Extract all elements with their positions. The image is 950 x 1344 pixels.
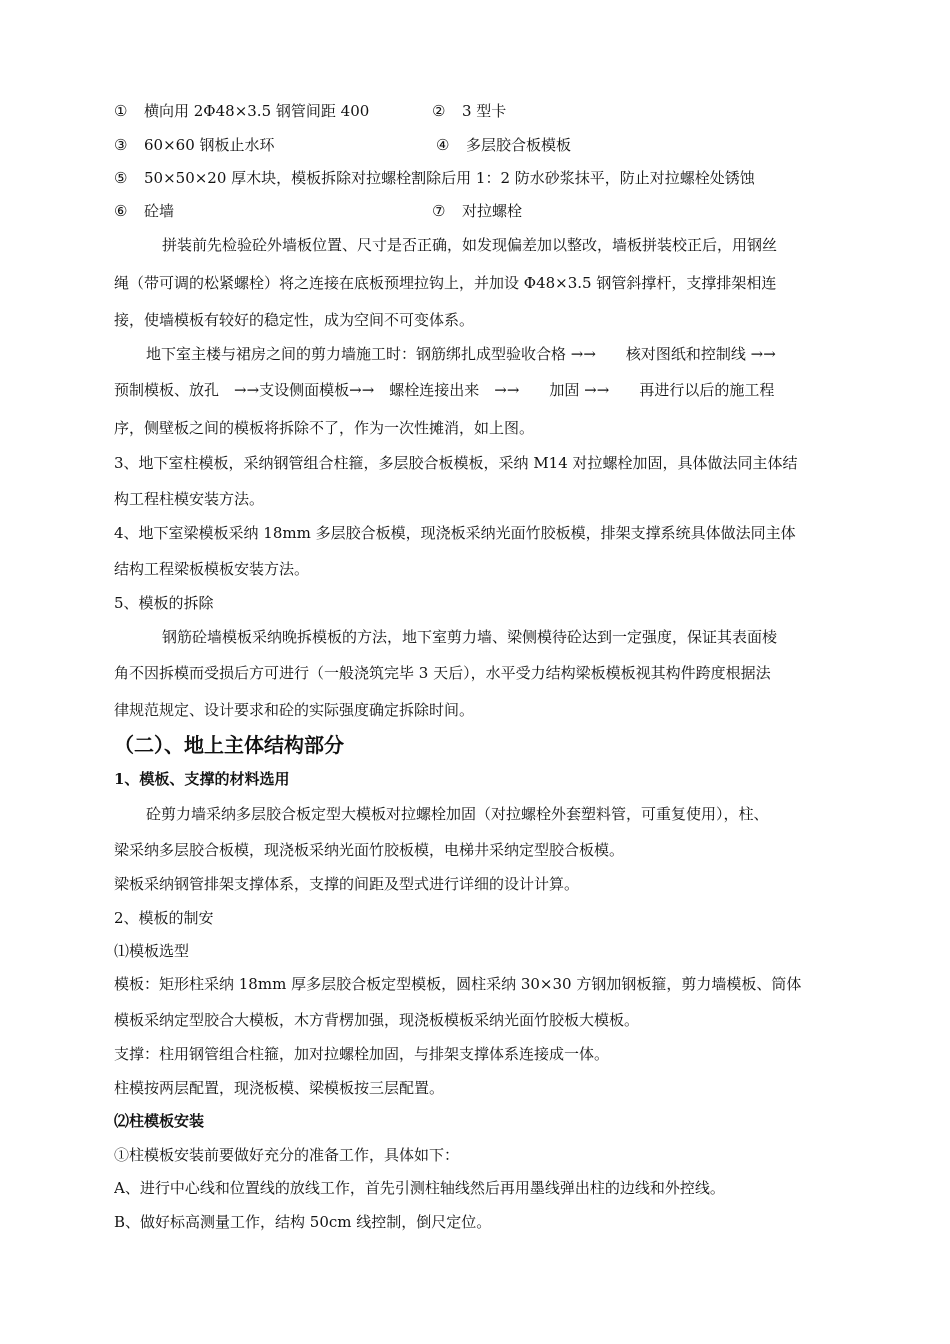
legend-row [114, 200, 864, 222]
legend-text: 对拉螺栓 [462, 202, 523, 220]
legend-text: 多层胶合板模板 [466, 136, 572, 154]
legend-row [114, 167, 864, 189]
legend-number: ① [114, 102, 128, 120]
paragraph-line: 预制模板、放孔 →→支设侧面模板→→ 螺栓连接出来 →→ 加固 →→ 再进行以后的施工程 [114, 381, 775, 399]
paragraph-line: A、进行中心线和位置线的放线工作，首先引测柱轴线然后再用墨线弹出柱的边线和外控线。 [114, 1179, 725, 1197]
paragraph-line: 序，侧壁板之间的模板将拆除不了，作为一次性摊消，如上图。 [114, 419, 535, 437]
legend-text: 50×50×20 厚木块，模板拆除对拉螺栓割除后用 1：2 防水砂浆抹平，防止对拉螺栓处锈蚀 [144, 169, 755, 187]
paragraph-line: 结构工程梁板模板安装方法。 [114, 560, 310, 578]
legend-item [114, 200, 174, 222]
legend-row [114, 100, 864, 122]
legend-item [114, 134, 275, 156]
section-heading: （二）、地上主体结构部分 [114, 733, 344, 757]
paragraph-line: 构工程柱模安装方法。 [114, 490, 265, 508]
paragraph-line: 支撑：柱用钢管组合柱箍，加对拉螺栓加固，与排架支撑体系连接成一体。 [114, 1045, 610, 1063]
legend-text: 砼墙 [144, 202, 175, 220]
paragraph-line: 3、地下室柱模板，采纳钢管组合柱箍，多层胶合板模板，采纳 M14 对拉螺栓加固，具体做法同主体结 [114, 454, 798, 472]
legend-number: ⑦ [432, 202, 446, 220]
paragraph-line: 拼装前先检验砼外墙板位置、尺寸是否正确，如发现偏差加以整改，墙板拼装校正后，用钢丝 [162, 236, 778, 254]
paragraph-line: 接，使墙模板有较好的稳定性，成为空间不可变体系。 [114, 311, 475, 329]
paragraph-line: 模板：矩形柱采纳 18mm 厚多层胶合板定型模板，圆柱采纳 30×30 方钢加钢板箍，剪力墙模板、筒体 [114, 975, 802, 993]
paragraph-line: 4、地下室梁模板采纳 18mm 多层胶合板模，现浇板采纳光面竹胶板模，排架支撑系统具体做法同主体 [114, 524, 796, 542]
legend-item [114, 100, 369, 122]
legend-text: 3 型卡 [462, 102, 507, 120]
legend-row [114, 134, 864, 156]
item-heading: 5、模板的拆除 [114, 594, 214, 612]
item-heading: 2、模板的制安 [114, 909, 214, 927]
paragraph-line: 地下室主楼与裙房之间的剪力墙施工时：钢筋绑扎成型验收合格 →→ 核对图纸和控制线 →→ [146, 345, 776, 363]
legend-item [432, 200, 522, 222]
legend-number: ② [432, 102, 446, 120]
paragraph-line: 梁采纳多层胶合板模，现浇板采纳光面竹胶板模，电梯井采纳定型胶合板模。 [114, 841, 625, 859]
paragraph-line: 柱模按两层配置，现浇板模、梁模板按三层配置。 [114, 1079, 445, 1097]
paragraph-line: 绳（带可调的松紧螺栓）将之连接在底板预埋拉钩上，并加设 Φ48×3.5 钢管斜撑杆，支撑排架相连 [114, 274, 777, 292]
sub-heading: ⑵柱模板安装 [114, 1112, 205, 1130]
paragraph-line: ①柱模板安装前要做好充分的准备工作，具体如下： [114, 1146, 460, 1164]
legend-number: ⑥ [114, 202, 128, 220]
legend-number: ③ [114, 136, 128, 154]
paragraph-line: 模板采纳定型胶合大模板，木方背楞加强，现浇板模板采纳光面竹胶板大模板。 [114, 1011, 640, 1029]
legend-text: 60×60 钢板止水环 [144, 136, 275, 154]
sub-heading: ⑴模板选型 [114, 942, 190, 960]
legend-item [436, 134, 571, 156]
paragraph-line: 律规范规定、设计要求和砼的实际强度确定拆除时间。 [114, 701, 475, 719]
legend-text: 横向用 2Φ48×3.5 钢管间距 400 [144, 102, 370, 120]
legend-item [432, 100, 506, 122]
paragraph-line: 角不因拆模而受损后方可进行（一般浇筑完毕 3 天后），水平受力结构梁板模板视其构件跨度根据法 [114, 664, 771, 682]
legend-number: ⑤ [114, 169, 128, 187]
legend-item [114, 167, 755, 189]
paragraph-line: B、做好标高测量工作，结构 50cm 线控制，倒尺定位。 [114, 1213, 492, 1231]
paragraph-line: 砼剪力墙采纳多层胶合板定型大模板对拉螺栓加固（对拉螺栓外套塑料管，可重复使用），柱、 [146, 805, 769, 823]
paragraph-line: 梁板采纳钢管排架支撑体系，支撑的间距及型式进行详细的设计计算。 [114, 875, 580, 893]
paragraph-line: 钢筋砼墙模板采纳晚拆模板的方法，地下室剪力墙、梁侧模待砼达到一定强度，保证其表面棱 [162, 628, 778, 646]
item-heading: 1、模板、支撑的材料选用 [114, 770, 290, 788]
legend-number: ④ [436, 136, 450, 154]
